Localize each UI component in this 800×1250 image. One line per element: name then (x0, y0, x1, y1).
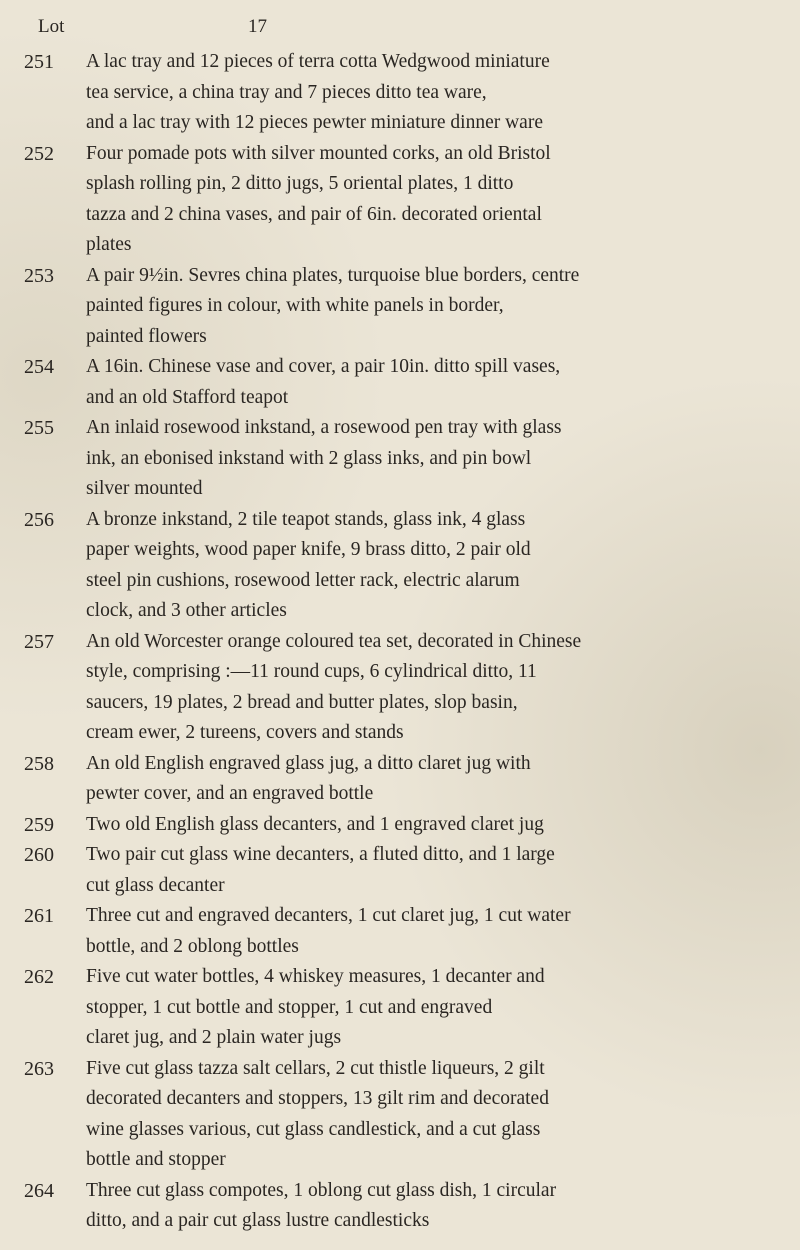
lot-description-line: Two pair cut glass wine decanters, a fluted ditto, and 1 large (86, 844, 555, 865)
lot-description-line: style, comprising :—11 round cups, 6 cylindrical ditto, 11 (86, 661, 537, 682)
lot-description-line: painted flowers (86, 325, 207, 347)
lot-number: 260 (24, 844, 54, 866)
lot-entry (24, 1054, 724, 1176)
lot-number: 254 (24, 356, 54, 378)
lot-number: 252 (24, 142, 54, 165)
lot-number: 262 (24, 966, 54, 988)
lot-entry (24, 261, 724, 353)
lot-description-line: Four pomade pots with silver mounted corks, an old Bristol (86, 142, 551, 164)
lot-entry (24, 505, 724, 627)
lot-description-line: tazza and 2 china vases, and pair of 6in. decorated oriental (86, 203, 542, 225)
lot-entry (24, 901, 724, 962)
lot-description-line: Three cut glass compotes, 1 oblong cut glass dish, 1 circular (86, 1179, 557, 1201)
lot-description-line: Three cut and engraved decanters, 1 cut claret jug, 1 cut water (86, 905, 571, 926)
lot-description-line: bottle, and 2 oblong bottles (86, 935, 299, 957)
lot-description-line: cut glass decanter (86, 874, 225, 896)
lot-description-line: splash rolling pin, 2 ditto jugs, 5 oriental plates, 1 ditto (86, 173, 514, 194)
lot-list (24, 47, 724, 1237)
lot-description-line: and an old Stafford teapot (86, 386, 289, 408)
lot-description-line: An inlaid rosewood inkstand, a rosewood pen tray with glass (86, 417, 562, 438)
lot-description-line: and a lac tray with 12 pieces pewter miniature dinner ware (86, 112, 543, 133)
lot-description-line: A bronze inkstand, 2 tile teapot stands, glass ink, 4 glass (86, 508, 526, 530)
lot-description-line: An old English engraved glass jug, a ditto claret jug with (86, 752, 531, 774)
lot-entry (24, 139, 724, 261)
lot-entry (24, 627, 724, 749)
lot-description-line: A lac tray and 12 pieces of terra cotta Wedgwood miniature (86, 51, 550, 72)
lot-number: 259 (24, 813, 54, 836)
lot-number: 258 (24, 752, 54, 775)
lot-description-line: ink, an ebonised inkstand with 2 glass inks, and pin bowl (86, 447, 532, 469)
lot-description-line: painted figures in colour, with white panels in border, (86, 295, 504, 316)
lot-number: 251 (24, 51, 54, 73)
lot-description-line: clock, and 3 other articles (86, 600, 287, 621)
lot-description-line: cream ewer, 2 tureens, covers and stands (86, 722, 404, 743)
lot-description-line: saucers, 19 plates, 2 bread and butter plates, slop basin, (86, 691, 518, 713)
lot-number: 264 (24, 1179, 54, 1202)
lot-description-line: ditto, and a pair cut glass lustre candlesticks (86, 1210, 430, 1231)
lot-description-line: bottle and stopper (86, 1149, 226, 1170)
lot-description-line: claret jug, and 2 plain water jugs (86, 1027, 342, 1048)
lot-description-line: A pair 9½in. Sevres china plates, turquoise blue borders, centre (86, 264, 580, 286)
lot-number: 253 (24, 264, 54, 287)
lot-number: 255 (24, 417, 54, 439)
lot-description-line: wine glasses various, cut glass candlestick, and a cut glass (86, 1118, 541, 1140)
lot-number: 257 (24, 630, 54, 653)
lot-entry (24, 749, 724, 810)
lot-description-line: A 16in. Chinese vase and cover, a pair 10in. ditto spill vases, (86, 356, 561, 377)
lot-description-line: tea service, a china tray and 7 pieces ditto tea ware, (86, 81, 487, 103)
lot-description-line: silver mounted (86, 478, 203, 499)
lot-description-line: Five cut water bottles, 4 whiskey measures, 1 decanter and (86, 966, 545, 987)
lot-entry (24, 413, 724, 505)
lot-column-heading: Lot (38, 16, 65, 37)
lot-description-line: stopper, 1 cut bottle and stopper, 1 cut and engraved (86, 996, 493, 1018)
lot-description-line: pewter cover, and an engraved bottle (86, 783, 374, 804)
lot-description-line: paper weights, wood paper knife, 9 brass ditto, 2 pair old (86, 539, 531, 560)
lot-number: 261 (24, 905, 54, 927)
page-header (38, 16, 758, 46)
lot-entry (24, 1176, 724, 1237)
page-number: 17 (248, 16, 267, 37)
lot-entry (24, 47, 724, 139)
lot-description-line: plates (86, 234, 132, 255)
lot-description-line: Two old English glass decanters, and 1 engraved claret jug (86, 813, 544, 835)
lot-number: 256 (24, 508, 54, 531)
lot-description-line: steel pin cushions, rosewood letter rack, electric alarum (86, 569, 520, 591)
lot-number: 263 (24, 1057, 54, 1080)
lot-entry (24, 962, 724, 1054)
lot-description-line: Five cut glass tazza salt cellars, 2 cut thistle liqueurs, 2 gilt (86, 1057, 545, 1079)
lot-entry (24, 352, 724, 413)
lot-entry (24, 810, 724, 841)
lot-description-line: decorated decanters and stoppers, 13 gilt rim and decorated (86, 1088, 549, 1109)
lot-entry (24, 840, 724, 901)
lot-description-line: An old Worcester orange coloured tea set, decorated in Chinese (86, 630, 582, 652)
